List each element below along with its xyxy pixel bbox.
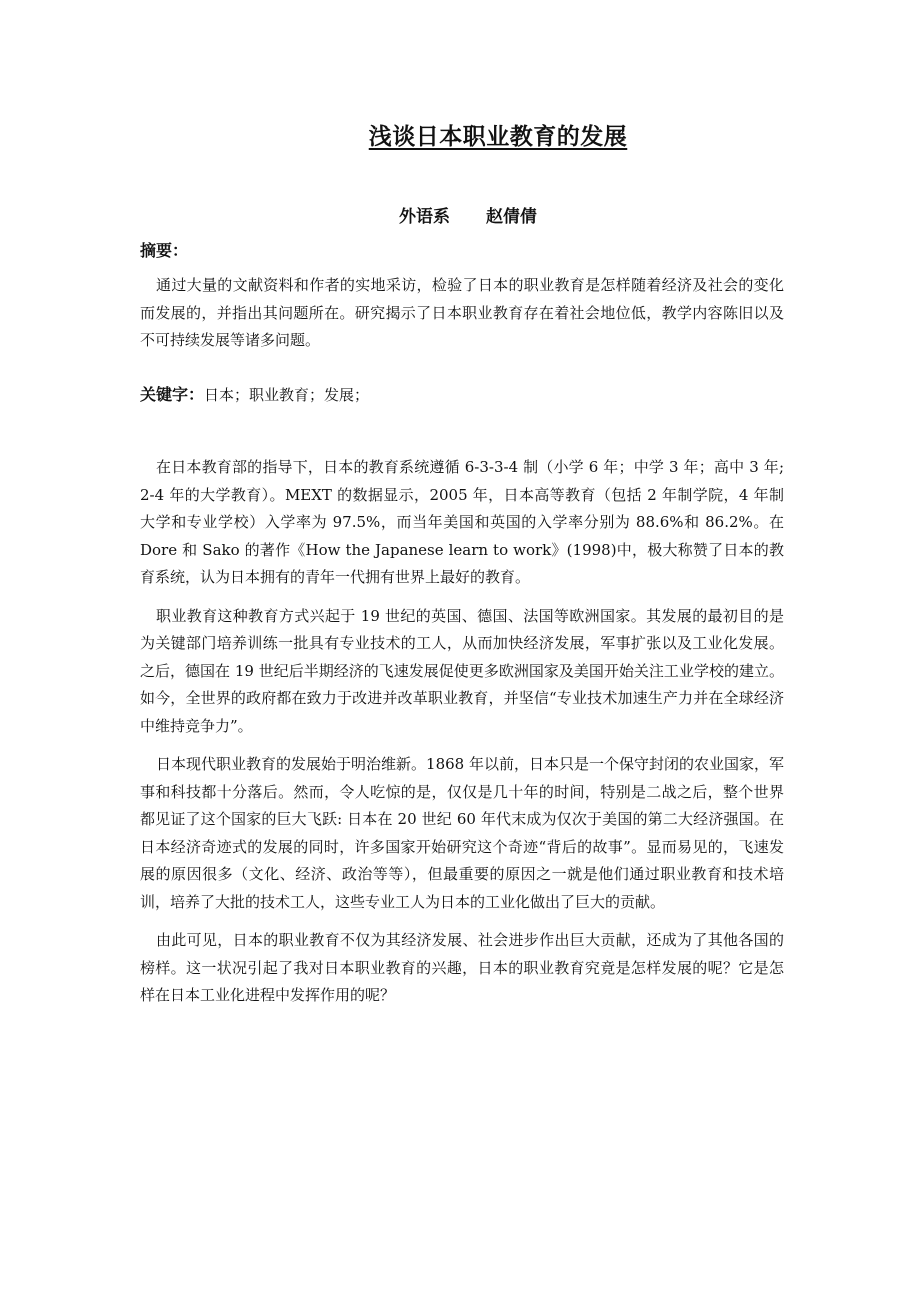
abstract-heading: 摘要：	[140, 241, 189, 260]
byline	[0, 202, 920, 227]
body-paragraph: 由此可见，日本的职业教育不仅为其经济发展、社会进步作出巨大贡献，还成为了其他各国的榜样。这一状况引起了我对日本职业教育的兴趣，日本的职业教育究竟是怎样发展的呢？它是怎样在日本工业化进程中发挥作用的呢？	[140, 931, 784, 1004]
keywords-line	[140, 382, 369, 405]
body-paragraph: 职业教育这种教育方式兴起于 19 世纪的英国、德国、法国等欧洲国家。其发展的最初目的是为关键部门培养训练一批具有专业技术的工人，从而加快经济发展，军事扩张以及工业化发展。之后，德国在 19 世纪后半期经济的飞速发展促使更多欧洲国家及美国开始关注工业学校的建立。如今，全世界的政府都在致力于改进并改革职业教育，并坚信“专业技术加速生产力并在全球经济中维持竞争力”。	[140, 606, 784, 735]
body-text	[140, 454, 784, 1021]
page-title: 浅谈日本职业教育的发展	[368, 124, 628, 150]
body-paragraph: 在日本教育部的指导下，日本的教育系统遵循 6-3-3-4 制（小学 6 年；中学 3 年；高中 3 年; 2-4 年的大学教育）。MEXT 的数据显示，2005 年，日本高等教育（包括 2 年制学院，4 年制大学和专业学校）入学率为 97.5%，而当年美国和英国的入学率分别为 88.6%和 86.2%。在 Dore 和 Sako 的著作《How the Japanese learn to work》(1998)中，极大称赞了日本的教育系统，认为日本拥有的青年一代拥有世界上最好的教育。	[140, 458, 784, 586]
body-paragraph: 日本现代职业教育的发展始于明治维新。1868 年以前，日本只是一个保守封闭的农业国家，军事和科技都十分落后。然而，令人吃惊的是，仅仅是几十年的时间，特别是二战之后，整个世界都见证了这个国家的巨大飞跃: 日本在 20 世纪 60 年代末成为仅次于美国的第二大经济强国。在日本经济奇迹式的发展的同时，许多国家开始研究这个奇迹“背后的故事”。显而易见的，飞速发展的原因很多（文化、经济、政治等等），但最重要的原因之一就是他们通过职业教育和技术培训，培养了大批的技术工人，这些专业工人为日本的工业化做出了巨大的贡献。	[140, 755, 784, 911]
abstract-block	[140, 272, 784, 355]
abstract-text: 通过大量的文献资料和作者的实地采访，检验了日本的职业教育是怎样随着经济及社会的变化而发展的，并指出其问题所在。研究揭示了日本职业教育存在着社会地位低，教学内容陈旧以及不可持续发展等诸多问题。	[140, 276, 784, 349]
keywords-label: 关键字：	[140, 385, 205, 404]
author-name: 赵倩倩	[486, 207, 537, 227]
department: 外语系	[399, 207, 450, 227]
keywords-text: 日本；职业教育；发展；	[204, 386, 370, 404]
